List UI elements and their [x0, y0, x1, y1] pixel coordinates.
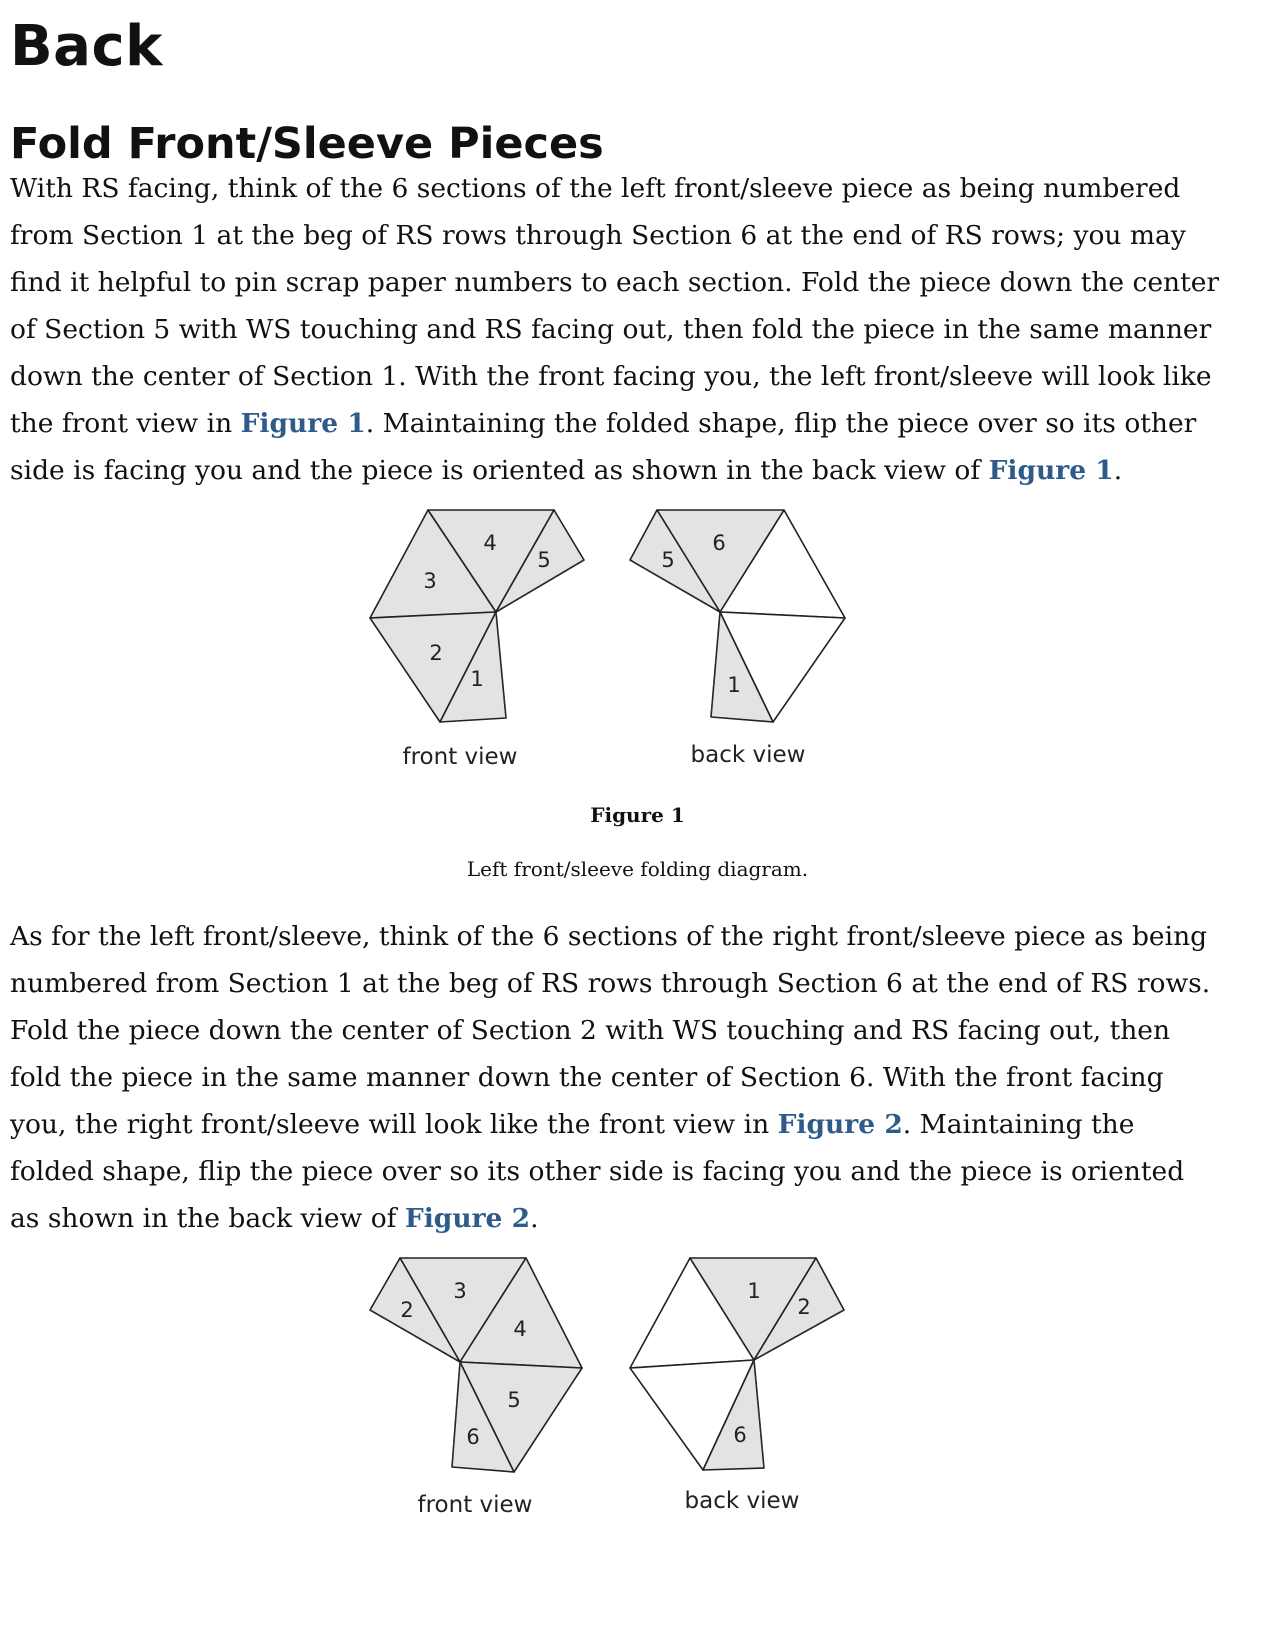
figure-1-caption-text: Left front/sleeve folding diagram. — [466, 857, 809, 881]
front-number: 4 — [483, 531, 497, 555]
paragraph-text: . — [530, 1203, 539, 1234]
front-number: 2 — [400, 1298, 414, 1322]
figure-2-front-view — [370, 1258, 582, 1518]
figure-2-back-view — [630, 1258, 844, 1514]
front-number: 5 — [537, 548, 551, 572]
front-view-label: front view — [417, 1492, 533, 1518]
front-view-label: front view — [402, 744, 518, 770]
front-number: 4 — [513, 1317, 527, 1341]
section-heading: Fold Front/Sleeve Pieces — [10, 119, 604, 169]
paragraph-text: With RS facing, think of the 6 sections of the left front/sleeve piece as being numbered from Section 1 at the beg of RS rows through Section 6 at the end of RS rows; you may find it helpful to pin scrap paper numbers to each section. Fold the piece down the center of Section 5 with WS touching and RS facing out, then fold the piece in the same manner down the center of Section 1. With the front facing you, the left front/sleeve will look like the front view in — [10, 173, 1220, 439]
back-number: 1 — [747, 1279, 761, 1303]
front-number: 6 — [466, 1425, 480, 1449]
paragraph-text: . Maintaining the folded shape, flip the piece over so its other side is facing you and the piece is oriented as shown in the back view of — [10, 408, 1197, 486]
figure-1-link[interactable]: Figure 1 — [240, 408, 366, 439]
back-view-label: back view — [690, 742, 806, 768]
figure-1-back-view — [630, 510, 845, 768]
front-number: 5 — [507, 1388, 521, 1412]
figure-1-link[interactable]: Figure 1 — [988, 455, 1114, 486]
back-number: 2 — [797, 1295, 811, 1319]
back-number: 1 — [727, 673, 741, 697]
paragraph-text: As for the left front/sleeve, think of the 6 sections of the right front/sleeve piece as being numbered from Section 1 at the beg of RS rows through Section 6 at the end of RS rows. Fold the piece down the center of Section 2 with WS touching and RS facing out, then fold the piece in the same manner down the center of Section 6. With the front facing you, the right front/sleeve will look like the front view in — [10, 921, 1211, 1140]
page-title: Back — [10, 14, 163, 79]
front-number: 1 — [470, 667, 484, 691]
figure-2-link[interactable]: Figure 2 — [777, 1109, 903, 1140]
figure-1-front-view — [370, 510, 584, 770]
back-number: 6 — [733, 1423, 747, 1447]
paragraph-left-front — [10, 165, 1220, 494]
front-number: 2 — [429, 641, 443, 665]
back-view-label: back view — [684, 1488, 800, 1514]
paragraph-right-front — [10, 913, 1220, 1242]
figure-1-diagram — [360, 500, 880, 790]
paragraph-text: . Maintaining the folded shape, flip the piece over so its other side is facing you and the piece is oriented as shown in the back view of — [10, 1109, 1185, 1234]
paragraph-text: . — [1113, 455, 1123, 486]
figure-2-diagram — [360, 1250, 880, 1530]
figure-2-link[interactable]: Figure 2 — [404, 1203, 531, 1234]
back-number: 5 — [661, 548, 675, 572]
back-number: 6 — [712, 531, 726, 555]
front-number: 3 — [453, 1279, 467, 1303]
front-number: 3 — [423, 569, 437, 593]
figure-1-caption-title: Figure 1 — [590, 803, 685, 827]
